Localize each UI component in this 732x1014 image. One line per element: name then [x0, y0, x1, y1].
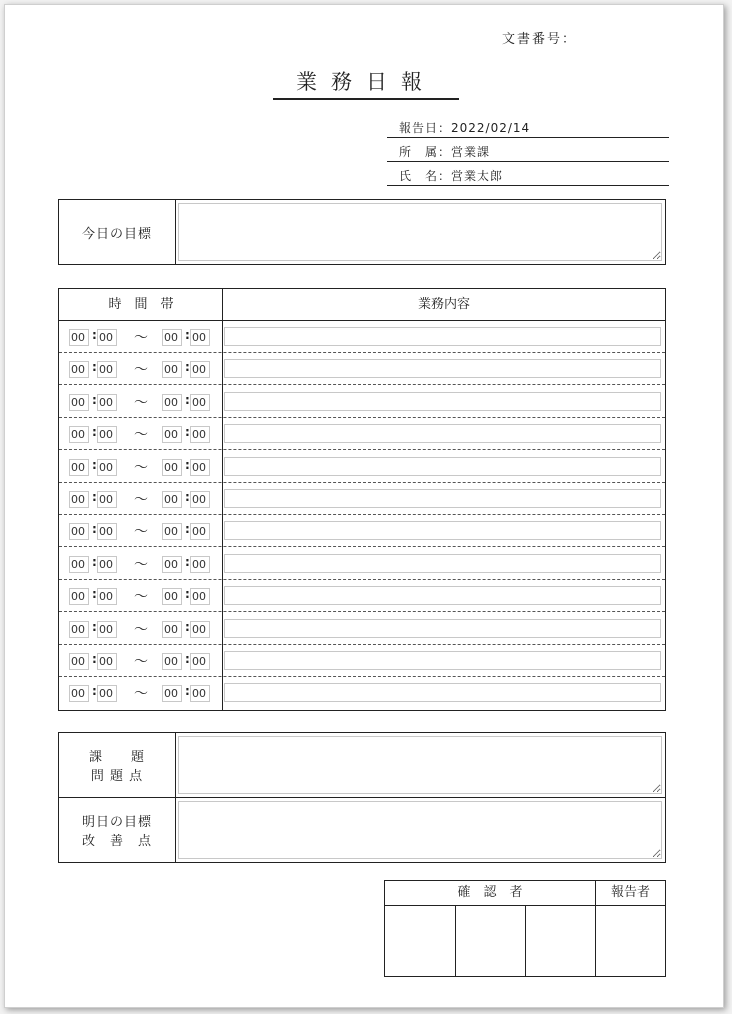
confirmer-stamp-box-1[interactable] — [385, 906, 455, 976]
time-range-tilde: ～ — [134, 492, 148, 508]
issues-label-line1: 課 題 — [88, 750, 145, 765]
schedule-table — [58, 288, 666, 711]
report-page — [4, 4, 724, 1008]
start-hour-input[interactable] — [69, 459, 89, 476]
time-range-tilde: ～ — [134, 362, 148, 379]
start-hour-input[interactable] — [69, 426, 89, 443]
end-minute-input[interactable] — [190, 556, 210, 573]
time-range-tilde: ～ — [134, 459, 148, 476]
goal-input[interactable] — [178, 203, 662, 261]
schedule-row — [59, 548, 665, 580]
col-time-header: 時 間 帯 — [59, 289, 223, 321]
end-hour-input[interactable] — [162, 329, 182, 346]
task-content-input[interactable] — [224, 424, 661, 443]
tomorrow-input[interactable] — [178, 801, 662, 859]
time-colon: : — [92, 490, 97, 504]
time-colon: : — [92, 554, 97, 569]
time-range-tilde: ～ — [134, 394, 148, 411]
time-colon: : — [185, 684, 190, 699]
end-hour-input[interactable] — [162, 491, 182, 508]
end-minute-input[interactable] — [190, 491, 210, 508]
time-colon: : — [185, 425, 190, 440]
time-colon: : — [185, 554, 190, 569]
goal-label: 今日の目標 — [59, 200, 176, 264]
task-content-input[interactable] — [224, 359, 661, 378]
schedule-row — [59, 580, 665, 612]
time-range-tilde: ～ — [134, 654, 148, 670]
time-range-tilde: ～ — [134, 556, 148, 573]
time-colon: : — [92, 652, 97, 666]
end-minute-input[interactable] — [190, 426, 210, 443]
tomorrow-label-line1: 明日の目標 — [81, 815, 152, 830]
time-range-tilde: ～ — [134, 330, 148, 346]
end-hour-input[interactable] — [162, 394, 182, 411]
start-minute-input[interactable] — [97, 361, 117, 378]
task-content-input[interactable] — [224, 392, 661, 411]
start-minute-input[interactable] — [97, 459, 117, 476]
start-hour-input[interactable] — [69, 653, 89, 670]
schedule-row — [59, 353, 665, 385]
start-hour-input[interactable] — [69, 394, 89, 411]
reporter-header: 報告者 — [610, 885, 650, 900]
task-content-input[interactable] — [224, 327, 661, 346]
goal-section — [58, 199, 666, 265]
time-colon: : — [92, 684, 97, 699]
time-colon: : — [92, 587, 97, 602]
tomorrow-label-line2: 改 善 点 — [81, 834, 152, 849]
start-hour-input[interactable] — [69, 556, 89, 573]
schedule-row — [59, 418, 665, 450]
start-minute-input[interactable] — [97, 491, 117, 508]
time-colon: : — [92, 328, 97, 342]
stamp-table — [384, 880, 666, 977]
end-hour-input[interactable] — [162, 685, 182, 702]
end-minute-input[interactable] — [190, 361, 210, 378]
end-minute-input[interactable] — [190, 459, 210, 476]
page-title: 業務日報 — [273, 66, 459, 100]
time-range-tilde: ～ — [134, 686, 148, 703]
reporter-stamp-box[interactable] — [596, 906, 665, 976]
end-minute-input[interactable] — [190, 329, 210, 346]
task-content-input[interactable] — [224, 619, 661, 638]
schedule-row — [59, 321, 665, 353]
end-minute-input[interactable] — [190, 588, 210, 605]
start-minute-input[interactable] — [97, 426, 117, 443]
end-minute-input[interactable] — [190, 394, 210, 411]
start-hour-input[interactable] — [69, 523, 89, 540]
col-content-header: 業務内容 — [223, 289, 665, 321]
time-range-tilde: ～ — [134, 524, 148, 541]
end-hour-input[interactable] — [162, 621, 182, 638]
start-hour-input[interactable] — [69, 685, 89, 702]
start-minute-input[interactable] — [97, 653, 117, 670]
start-hour-input[interactable] — [69, 491, 89, 508]
end-hour-input[interactable] — [162, 426, 182, 443]
start-hour-input[interactable] — [69, 588, 89, 605]
reporter-name: 氏 名：営業太郎 — [387, 166, 669, 186]
time-colon: : — [92, 425, 97, 440]
issues-label — [59, 733, 176, 797]
schedule-row — [59, 451, 665, 483]
start-hour-input[interactable] — [69, 361, 89, 378]
time-range-tilde: ～ — [134, 621, 148, 638]
start-minute-input[interactable] — [97, 588, 117, 605]
time-colon: : — [185, 522, 190, 537]
doc-number-label: 文書番号： — [502, 32, 578, 47]
start-minute-input[interactable] — [97, 556, 117, 573]
issues-input[interactable] — [178, 736, 662, 794]
start-minute-input[interactable] — [97, 523, 117, 540]
issues-label-line2: 問 題 点 — [90, 769, 144, 784]
end-minute-input[interactable] — [190, 523, 210, 540]
start-minute-input[interactable] — [97, 685, 117, 702]
task-content-input[interactable] — [224, 651, 661, 670]
end-hour-input[interactable] — [162, 523, 182, 540]
schedule-row — [59, 386, 665, 418]
time-colon: : — [185, 490, 190, 504]
task-content-input[interactable] — [224, 554, 661, 573]
time-colon: : — [185, 392, 190, 407]
end-minute-input[interactable] — [190, 621, 210, 638]
report-date: 報告日：2022/02/14 — [387, 118, 669, 138]
start-hour-input[interactable] — [69, 329, 89, 346]
confirmer-header: 確 認 者 — [457, 885, 523, 900]
time-colon: : — [185, 619, 190, 634]
confirmer-stamp-box-2[interactable] — [456, 906, 525, 976]
start-minute-input[interactable] — [97, 621, 117, 638]
schedule-row — [59, 515, 665, 547]
schedule-row — [59, 613, 665, 645]
task-content-input[interactable] — [224, 457, 661, 476]
end-hour-input[interactable] — [162, 361, 182, 378]
task-content-input[interactable] — [224, 489, 661, 508]
time-colon: : — [185, 328, 190, 342]
time-colon: : — [92, 619, 97, 634]
schedule-row — [59, 483, 665, 515]
time-range-tilde: ～ — [134, 589, 148, 606]
time-colon: : — [92, 522, 97, 537]
end-minute-input[interactable] — [190, 653, 210, 670]
department: 所 属：営業課 — [387, 142, 669, 162]
start-minute-input[interactable] — [97, 329, 117, 346]
time-colon: : — [92, 360, 97, 375]
end-hour-input[interactable] — [162, 459, 182, 476]
task-content-input[interactable] — [224, 586, 661, 605]
time-colon: : — [92, 392, 97, 407]
schedule-row — [59, 677, 665, 709]
start-minute-input[interactable] — [97, 394, 117, 411]
confirmer-stamp-box-3[interactable] — [526, 906, 595, 976]
tomorrow-label — [59, 798, 176, 862]
end-minute-input[interactable] — [190, 685, 210, 702]
schedule-row — [59, 645, 665, 677]
task-content-input[interactable] — [224, 521, 661, 540]
time-colon: : — [185, 360, 190, 375]
review-section — [58, 732, 666, 863]
time-colon: : — [185, 457, 190, 472]
time-colon: : — [185, 587, 190, 602]
time-colon: : — [185, 652, 190, 666]
task-content-input[interactable] — [224, 683, 661, 702]
end-hour-input[interactable] — [162, 653, 182, 670]
end-hour-input[interactable] — [162, 588, 182, 605]
time-range-tilde: ～ — [134, 427, 148, 444]
time-colon: : — [92, 457, 97, 472]
end-hour-input[interactable] — [162, 556, 182, 573]
start-hour-input[interactable] — [69, 621, 89, 638]
